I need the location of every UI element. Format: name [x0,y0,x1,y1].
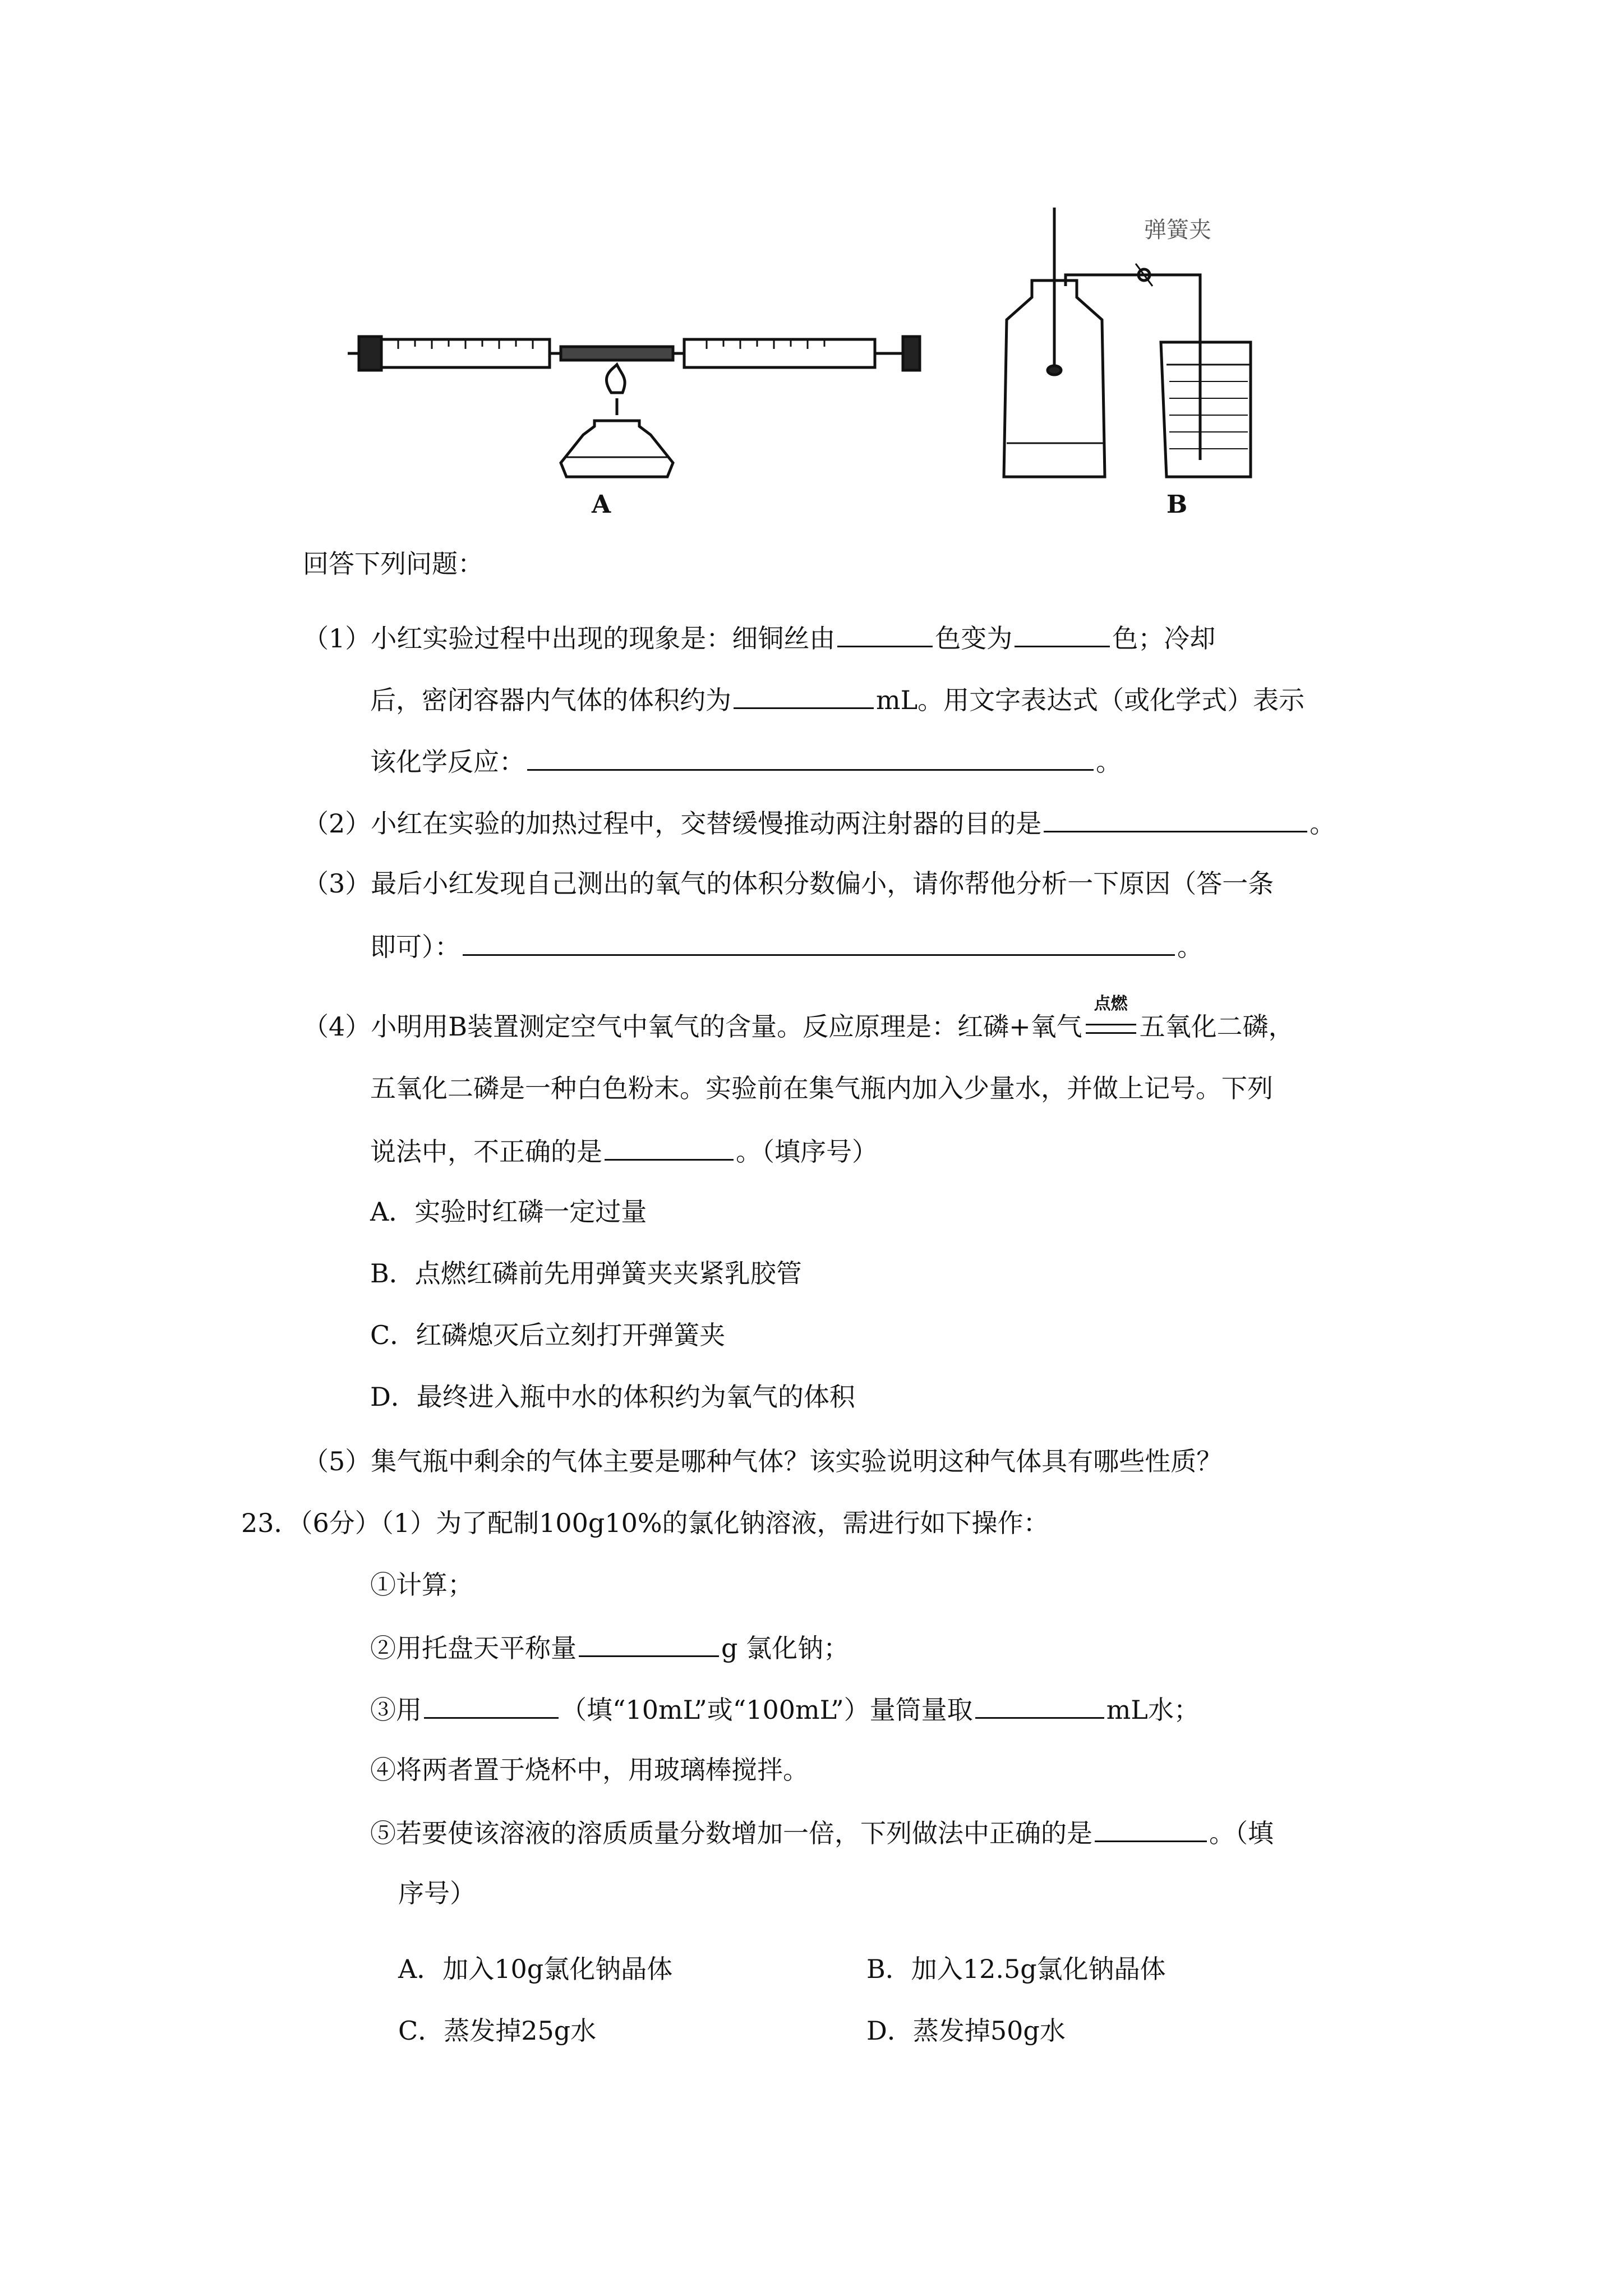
q23-blank-cylinder[interactable] [424,1691,559,1719]
q23-option-a: A．加入10g氯化钠晶体 [398,1954,673,1984]
q4-line1: （4）小明用B装置测定空气中氧气的含量。反应原理是：红磷+氧气 点燃 五氧化二磷， [303,1010,1294,1043]
q4-option-a: A．实验时红磷一定过量 [370,1197,647,1227]
q23-step5-cont: 序号） [398,1878,476,1908]
figure-a-label: A [592,490,611,519]
figure-b-gas-jar-apparatus [998,208,1312,499]
q1-blank-2[interactable] [1015,620,1110,647]
clamp-label: 弹簧夹 [1144,217,1211,243]
q3-line1: （3）最后小红发现自己测出的氧气的体积分数偏小，请你帮他分析一下原因（答一条 [303,868,1274,899]
q23-step1: ①计算； [370,1570,473,1600]
q23-step2: ②用托盘天平称量 g 氯化钠； [370,1630,849,1665]
q1-line1: （1）小红实验过程中出现的现象是：细铜丝由 色变为 色；冷却 [303,620,1215,655]
q4-line3: 说法中，不正确的是 。（填序号） [370,1133,878,1168]
reaction-condition-arrow: 点燃 [1082,1010,1140,1043]
q2-line: （2）小红在实验的加热过程中，交替缓慢推动两注射器的目的是 。 [303,805,1335,840]
q23-option-b: B．加入12.5g氯化钠晶体 [866,1954,1166,1984]
q5-line: （5）集气瓶中剩余的气体主要是哪种气体？该实验说明这种气体具有哪些性质？ [303,1446,1223,1476]
q4-option-b: B．点燃红磷前先用弹簧夹夹紧乳胶管 [370,1258,802,1289]
q1-blank-3[interactable] [734,682,874,709]
q1-blank-4[interactable] [527,743,1094,771]
figure-b-label: B [1166,490,1188,519]
q23-option-c: C．蒸发掉25g水 [398,2016,597,2046]
q23-blank-water[interactable] [975,1691,1104,1719]
q23-heading: 23．（6分）（1）为了配制100g10%的氯化钠溶液，需进行如下操作： [241,1508,1049,1538]
q4-line2: 五氧化二磷是一种白色粉末。实验前在集气瓶内加入少量水，并做上记号。下列 [370,1073,1273,1103]
q23-step5: ⑤若要使该溶液的溶质质量分数增加一倍，下列做法中正确的是 。（填 [370,1815,1274,1850]
q23-step4: ④将两者置于烧杯中，用玻璃棒搅拌。 [370,1755,809,1785]
q3-blank[interactable] [463,928,1175,956]
figure-a-syringe-apparatus [348,314,931,522]
q4-option-c: C．红磷熄灭后立刻打开弹簧夹 [370,1320,726,1350]
q3-line2: 即可）： 。 [370,928,1203,964]
q1-blank-1[interactable] [837,620,933,647]
q23-blank-mass[interactable] [579,1630,719,1657]
intro-text: 回答下列问题： [303,549,483,579]
q23-option-d: D．蒸发掉50g水 [866,2016,1066,2046]
q23-step3: ③用 （填“10mL”或“100mL”）量筒量取 mL水； [370,1691,1200,1727]
q4-blank[interactable] [605,1133,734,1161]
q4-option-d: D．最终进入瓶中水的体积约为氧气的体积 [370,1382,855,1412]
q23-blank-choice[interactable] [1095,1815,1207,1842]
q2-blank[interactable] [1044,805,1307,832]
q1-line2: 后，密闭容器内气体的体积约为 mL。用文字表达式（或化学式）表示 [370,682,1304,717]
q1-line3: 该化学反应： 。 [370,743,1122,779]
